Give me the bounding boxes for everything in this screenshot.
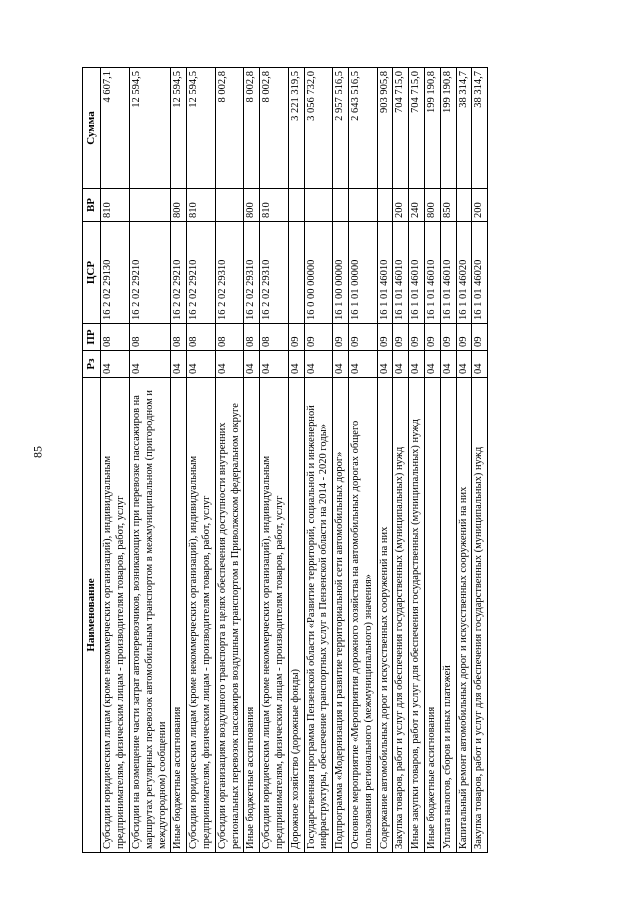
cell-pr: 09 (440, 324, 456, 351)
cell-rz: 04 (260, 351, 289, 378)
cell-pr: 09 (288, 324, 304, 351)
table-row (244, 68, 260, 853)
cell-vr: 810 (260, 189, 289, 222)
cell-sum: 2 957 516,5 (333, 68, 349, 189)
cell-rz: 04 (304, 351, 333, 378)
cell-vr (377, 189, 393, 222)
cell-pr: 09 (472, 324, 488, 351)
table-row (101, 68, 130, 853)
cell-rz: 04 (393, 351, 409, 378)
cell-rz: 04 (288, 351, 304, 378)
cell-sum: 8 002,8 (244, 68, 260, 189)
cell-vr: 200 (393, 189, 409, 222)
cell-rz: 04 (171, 351, 187, 378)
cell-csr: 16 1 01 46020 (456, 222, 472, 324)
cell-name: Уплата налогов, сборов и иных платежей (440, 378, 456, 853)
cell-csr: 16 2 02 29310 (244, 222, 260, 324)
cell-name: Государственная программа Пензенской области «Развитие территорий, социальной и инженерной инфраструктуры, обеспечение транспортных услуг в Пензенской области на 2014 - 2020 годы» (304, 378, 333, 853)
table-row (348, 68, 377, 853)
cell-name: Закупка товаров, работ и услуг для обеспечения государственных (муниципальных) нужд (472, 378, 488, 853)
cell-name: Иные бюджетные ассигнования (171, 378, 187, 853)
cell-sum: 3 221 319,5 (288, 68, 304, 189)
cell-csr: 16 2 02 29210 (187, 222, 216, 324)
cell-name: Закупка товаров, работ и услуг для обеспечения государственных (муниципальных) нужд (393, 378, 409, 853)
cell-name: Капитальный ремонт автомобильных дорог и искусственных сооружений на них (456, 378, 472, 853)
cell-vr: 850 (440, 189, 456, 222)
cell-sum: 12 594,5 (130, 68, 171, 189)
cell-rz: 04 (424, 351, 440, 378)
cell-pr: 08 (260, 324, 289, 351)
cell-pr: 08 (101, 324, 130, 351)
cell-name: Иные закупки товаров, работ и услуг для обеспечения государственных (муниципальных) нужд (409, 378, 425, 853)
cell-pr: 09 (424, 324, 440, 351)
cell-rz: 04 (130, 351, 171, 378)
cell-pr: 09 (333, 324, 349, 351)
cell-sum: 199 190,8 (440, 68, 456, 189)
cell-vr (215, 189, 244, 222)
cell-name: Подпрограмма «Модернизация и развитие территориальной сети автомобильных дорог» (333, 378, 349, 853)
cell-rz: 04 (409, 351, 425, 378)
cell-name: Основное мероприятие «Мероприятия дорожного хозяйства на автомобильных дорогах общего пользования регионального (межмуниципального) значения» (348, 378, 377, 853)
cell-sum: 704 715,0 (393, 68, 409, 189)
cell-vr (130, 189, 171, 222)
header-vr: ВР (83, 189, 101, 222)
cell-sum: 8 002,8 (260, 68, 289, 189)
header-rz: Рз (83, 351, 101, 378)
cell-vr: 810 (187, 189, 216, 222)
table-row (215, 68, 244, 853)
cell-csr: 16 2 02 29210 (171, 222, 187, 324)
cell-sum: 12 594,5 (171, 68, 187, 189)
cell-pr: 08 (187, 324, 216, 351)
cell-pr: 09 (348, 324, 377, 351)
table-row (393, 68, 409, 853)
header-csr: ЦСР (83, 222, 101, 324)
cell-vr: 240 (409, 189, 425, 222)
cell-name: Субсидии организациям воздушного транспорта в целях обеспечения доступности внутренних региональных перевозок пассажиров воздушным транспортом в Приволжском федеральном округе (215, 378, 244, 853)
cell-sum: 903 905,8 (377, 68, 393, 189)
cell-sum: 704 715,0 (409, 68, 425, 189)
cell-name: Субсидии юридическим лицам (кроме некоммерческих организаций), индивидуальным предпринимателям, физическим лицам - производителям товаров, работ, услуг (101, 378, 130, 853)
table-row (440, 68, 456, 853)
cell-rz: 04 (101, 351, 130, 378)
cell-rz: 04 (244, 351, 260, 378)
cell-rz: 04 (215, 351, 244, 378)
cell-csr: 16 1 01 46010 (424, 222, 440, 324)
cell-csr: 16 2 02 29130 (101, 222, 130, 324)
table-row (304, 68, 333, 853)
cell-sum: 2 643 516,5 (348, 68, 377, 189)
cell-sum: 38 314,7 (456, 68, 472, 189)
cell-vr: 200 (472, 189, 488, 222)
cell-csr: 16 1 00 00000 (333, 222, 349, 324)
cell-vr: 800 (171, 189, 187, 222)
cell-csr: 16 1 01 46010 (377, 222, 393, 324)
cell-pr: 09 (409, 324, 425, 351)
header-name: Наименование (83, 378, 101, 853)
table-row (187, 68, 216, 853)
cell-vr (333, 189, 349, 222)
table-header-row (83, 68, 101, 853)
cell-sum: 3 056 732,0 (304, 68, 333, 189)
cell-csr: 16 2 02 29310 (215, 222, 244, 324)
table-row (171, 68, 187, 853)
cell-pr: 09 (456, 324, 472, 351)
cell-rz: 04 (440, 351, 456, 378)
cell-rz: 04 (187, 351, 216, 378)
cell-sum: 12 594,5 (187, 68, 216, 189)
cell-pr: 08 (215, 324, 244, 351)
cell-rz: 04 (456, 351, 472, 378)
cell-name: Содержание автомобильных дорог и искусственных сооружений на них (377, 378, 393, 853)
cell-pr: 08 (130, 324, 171, 351)
cell-pr: 09 (304, 324, 333, 351)
rotated-table-container (82, 68, 601, 853)
cell-name: Субсидии на возмещение части затрат автоперевозчиков, возникающих при перевозке пассажиров на маршрутах регулярных перевозок автомобильным транспортом в межмуниципальном (пригородном и междугородном) сообщении (130, 378, 171, 853)
cell-sum: 8 002,8 (215, 68, 244, 189)
table-row (130, 68, 171, 853)
cell-name: Субсидии юридическим лицам (кроме некоммерческих организаций), индивидуальным предпринимателям, физическим лицам - производителям товаров, работ, услуг (260, 378, 289, 853)
page-number: 85 (30, 446, 45, 458)
cell-pr: 09 (377, 324, 393, 351)
header-pr: ПР (83, 324, 101, 351)
table-row (260, 68, 289, 853)
cell-vr (288, 189, 304, 222)
cell-csr: 16 2 02 29310 (260, 222, 289, 324)
cell-csr: 16 1 01 46010 (440, 222, 456, 324)
cell-rz: 04 (333, 351, 349, 378)
table-row (333, 68, 349, 853)
cell-csr: 16 1 01 46020 (472, 222, 488, 324)
cell-name: Иные бюджетные ассигнования (424, 378, 440, 853)
table-row (456, 68, 472, 853)
cell-csr: 16 0 00 00000 (304, 222, 333, 324)
cell-sum: 38 314,7 (472, 68, 488, 189)
cell-csr (288, 222, 304, 324)
table-row (288, 68, 304, 853)
cell-vr (304, 189, 333, 222)
cell-rz: 04 (377, 351, 393, 378)
cell-name: Субсидии юридическим лицам (кроме некоммерческих организаций), индивидуальным предпринимателям, физическим лицам - производителям товаров, работ, услуг (187, 378, 216, 853)
table-row (409, 68, 425, 853)
cell-vr (348, 189, 377, 222)
cell-vr: 810 (101, 189, 130, 222)
budget-table (82, 67, 488, 853)
cell-vr (456, 189, 472, 222)
cell-pr: 09 (393, 324, 409, 351)
cell-vr: 800 (424, 189, 440, 222)
cell-pr: 08 (171, 324, 187, 351)
cell-name: Дорожное хозяйство (дорожные фонды) (288, 378, 304, 853)
cell-csr: 16 1 01 46010 (409, 222, 425, 324)
cell-csr: 16 1 01 46010 (393, 222, 409, 324)
cell-rz: 04 (348, 351, 377, 378)
cell-csr: 16 2 02 29210 (130, 222, 171, 324)
table-row (472, 68, 488, 853)
cell-csr: 16 1 01 00000 (348, 222, 377, 324)
table-row (377, 68, 393, 853)
cell-name: Иные бюджетные ассигнования (244, 378, 260, 853)
header-sum: Сумма (83, 68, 101, 189)
cell-sum: 199 190,8 (424, 68, 440, 189)
cell-vr: 800 (244, 189, 260, 222)
table-row (424, 68, 440, 853)
cell-sum: 4 607,1 (101, 68, 130, 189)
cell-rz: 04 (472, 351, 488, 378)
cell-pr: 08 (244, 324, 260, 351)
table-body (101, 68, 488, 853)
